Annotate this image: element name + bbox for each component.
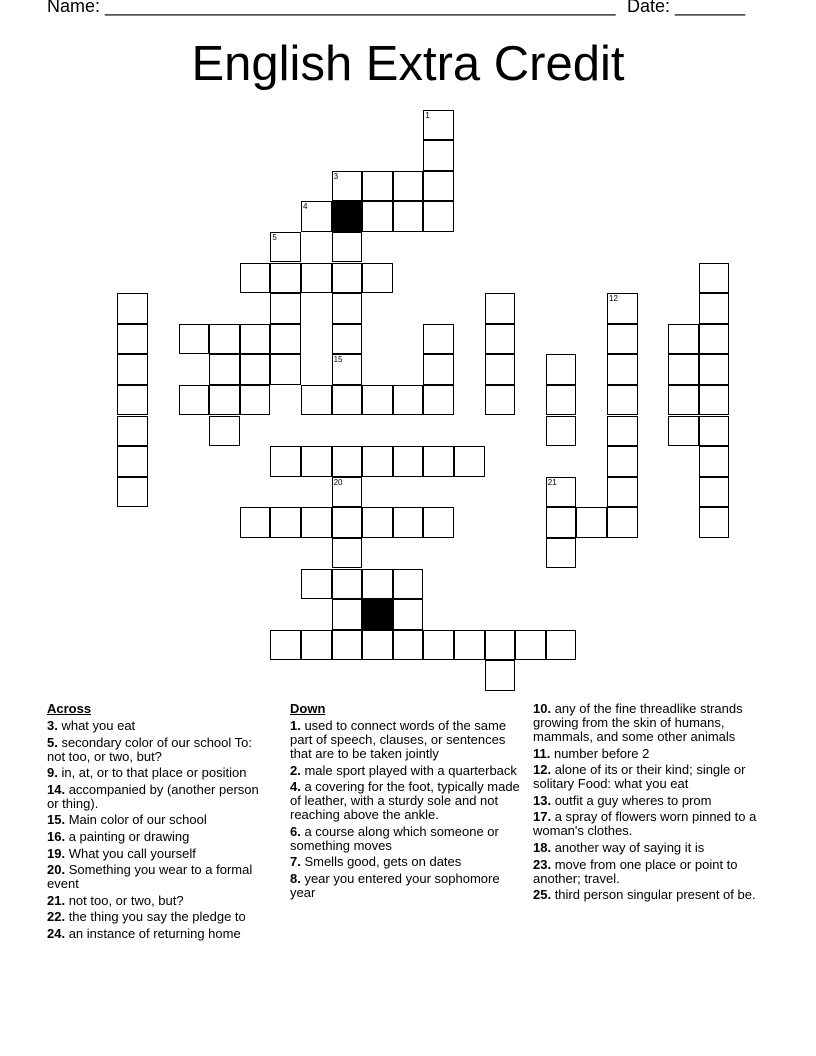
grid-cell[interactable] — [607, 416, 638, 447]
across-clue — [47, 863, 272, 891]
clue-number: 12 — [609, 294, 618, 304]
across-clue — [47, 910, 272, 924]
grid-cell[interactable] — [117, 354, 148, 385]
grid-cell[interactable] — [607, 324, 638, 355]
clue-text: male sport played with a quarterback — [300, 762, 517, 778]
down-clue — [533, 794, 768, 808]
clue-number-label: 4. — [290, 779, 301, 795]
grid-cell[interactable] — [423, 201, 454, 232]
down-clues-continued — [533, 702, 768, 905]
clue-number: 15 — [333, 355, 343, 365]
grid-cell[interactable] — [699, 385, 730, 416]
clue-number-label: 6. — [290, 823, 301, 839]
grid-cell[interactable] — [576, 507, 607, 538]
clue-text: the thing you say the pledge to — [65, 909, 246, 925]
clue-number: 4 — [303, 202, 308, 212]
grid-cell[interactable] — [332, 477, 363, 508]
clue-text: year you entered your sophomore year — [290, 870, 500, 900]
grid-cell[interactable] — [362, 263, 393, 294]
across-clue — [47, 766, 272, 780]
across-clue — [47, 894, 272, 908]
grid-cell[interactable] — [270, 507, 301, 538]
grid-cell[interactable] — [332, 293, 363, 324]
grid-cell[interactable] — [240, 507, 271, 538]
across-clues — [47, 702, 272, 944]
grid-cell[interactable] — [423, 385, 454, 416]
black-cell — [332, 201, 363, 232]
grid-cell[interactable] — [699, 477, 730, 508]
grid-cell[interactable] — [393, 201, 424, 232]
down-clue — [533, 702, 768, 744]
clue-text: a spray of flowers worn pinned to a woman's clothes. — [533, 809, 757, 839]
clue-number: 21 — [547, 477, 557, 487]
grid-cell[interactable] — [607, 354, 638, 385]
grid-cell[interactable] — [209, 354, 240, 385]
clue-text: what you eat — [57, 718, 136, 733]
across-clue — [47, 736, 272, 764]
grid-cell[interactable] — [117, 324, 148, 355]
grid-cell[interactable] — [301, 569, 332, 600]
across-clue — [47, 830, 272, 844]
grid-cell[interactable] — [209, 385, 240, 416]
clue-number-label: 8. — [290, 870, 301, 886]
clue-number-label: 25. — [533, 887, 552, 903]
grid-cell[interactable] — [423, 630, 454, 661]
grid-cell[interactable] — [270, 354, 301, 385]
grid-cell[interactable] — [270, 630, 301, 661]
grid-cell[interactable] — [209, 416, 240, 447]
grid-cell[interactable] — [546, 416, 577, 447]
clue-text: Smells good, gets on dates — [300, 854, 462, 870]
grid-cell[interactable] — [362, 630, 393, 661]
grid-cell[interactable] — [270, 324, 301, 355]
across-heading: Across — [47, 701, 92, 716]
grid-cell[interactable] — [270, 446, 301, 477]
clue-number-label: 2. — [290, 762, 301, 778]
clue-text: secondary color of our school To: not too, or two, but? — [47, 734, 252, 764]
clue-text: any of the fine threadlike strands growing from the skin of humans, mammals, and some other animals — [533, 701, 743, 744]
grid-cell[interactable] — [362, 507, 393, 538]
name-field[interactable]: Name: ___________________________________________________ — [47, 0, 616, 16]
grid-cell[interactable] — [332, 324, 363, 355]
black-cell — [362, 599, 393, 630]
grid-cell[interactable] — [332, 630, 363, 661]
grid-cell[interactable] — [393, 630, 424, 661]
grid-cell[interactable] — [117, 477, 148, 508]
clue-number-label: 5. — [47, 734, 58, 750]
grid-cell[interactable] — [423, 354, 454, 385]
down-clue — [533, 747, 768, 761]
clue-text: not too, or two, but? — [65, 892, 184, 908]
clue-text: Something you wear to a formal event — [47, 862, 253, 892]
clue-text: outfit a guy wheres to prom — [551, 792, 712, 808]
grid-cell[interactable] — [607, 507, 638, 538]
grid-cell[interactable] — [240, 385, 271, 416]
grid-cell[interactable] — [699, 293, 730, 324]
clue-number-label: 22. — [47, 909, 66, 925]
grid-cell[interactable] — [393, 599, 424, 630]
clue-number: 20 — [333, 477, 343, 487]
grid-cell[interactable] — [362, 569, 393, 600]
grid-cell[interactable] — [423, 507, 454, 538]
grid-cell[interactable] — [485, 660, 516, 691]
grid-cell[interactable] — [179, 324, 210, 355]
across-clue — [47, 813, 272, 827]
grid-cell[interactable] — [454, 630, 485, 661]
grid-cell[interactable] — [301, 446, 332, 477]
down-clue — [290, 719, 525, 761]
grid-cell[interactable] — [332, 446, 363, 477]
clue-text: number before 2 — [550, 745, 650, 761]
grid-cell[interactable] — [515, 630, 546, 661]
grid-cell[interactable] — [485, 324, 516, 355]
grid-cell[interactable] — [546, 630, 577, 661]
grid-cell[interactable] — [362, 446, 393, 477]
grid-cell[interactable] — [117, 416, 148, 447]
grid-cell[interactable] — [332, 385, 363, 416]
grid-cell[interactable] — [362, 171, 393, 202]
grid-cell[interactable] — [546, 477, 577, 508]
grid-cell[interactable] — [607, 477, 638, 508]
grid-cell[interactable] — [117, 446, 148, 477]
grid-cell[interactable] — [668, 416, 699, 447]
grid-cell[interactable] — [699, 324, 730, 355]
clue-number: 5 — [272, 232, 277, 242]
clue-text: Main color of our school — [65, 812, 207, 828]
grid-cell[interactable] — [423, 171, 454, 202]
clue-number-label: 3. — [47, 718, 58, 733]
grid-cell[interactable] — [270, 232, 301, 263]
clue-number-label: 21. — [47, 892, 66, 908]
grid-cell[interactable] — [393, 385, 424, 416]
grid-cell[interactable] — [301, 263, 332, 294]
down-clue — [290, 872, 525, 900]
grid-cell[interactable] — [332, 538, 363, 569]
grid-cell[interactable] — [117, 293, 148, 324]
grid-cell[interactable] — [423, 324, 454, 355]
clue-text: in, at, or to that place or position — [57, 765, 247, 781]
clue-number: 3 — [333, 171, 339, 181]
grid-cell[interactable] — [668, 385, 699, 416]
grid-cell[interactable] — [301, 201, 332, 232]
grid-cell[interactable] — [454, 446, 485, 477]
grid-cell[interactable] — [607, 446, 638, 477]
down-clues — [290, 702, 525, 903]
clue-text: a painting or drawing — [65, 828, 190, 844]
date-field[interactable]: Date: _______ — [627, 0, 746, 16]
clue-number-label: 13. — [533, 792, 552, 808]
clue-number-label: 23. — [533, 856, 552, 872]
clue-number-label: 24. — [47, 925, 66, 941]
clue-number-label: 18. — [533, 839, 552, 855]
grid-cell[interactable] — [332, 354, 363, 385]
grid-cell[interactable] — [485, 293, 516, 324]
grid-cell[interactable] — [179, 385, 210, 416]
clue-number-label: 19. — [47, 845, 66, 861]
clue-number-label: 15. — [47, 812, 66, 828]
grid-cell[interactable] — [332, 232, 363, 263]
clue-number-label: 12. — [533, 762, 552, 778]
down-clue — [290, 764, 525, 778]
down-clue — [290, 780, 525, 822]
grid-cell[interactable] — [423, 446, 454, 477]
grid-cell[interactable] — [423, 110, 454, 141]
grid-cell[interactable] — [332, 599, 363, 630]
grid-cell[interactable] — [332, 507, 363, 538]
across-clue — [47, 783, 272, 811]
grid-cell[interactable] — [270, 293, 301, 324]
grid-cell[interactable] — [393, 446, 424, 477]
clue-text: alone of its or their kind; single or solitary Food: what you eat — [533, 762, 746, 792]
page-title: English Extra Credit — [191, 37, 625, 91]
grid-cell[interactable] — [301, 507, 332, 538]
down-clue — [533, 858, 768, 886]
grid-cell[interactable] — [699, 446, 730, 477]
clue-number-label: 16. — [47, 828, 66, 844]
down-heading: Down — [290, 701, 326, 716]
grid-cell[interactable] — [209, 324, 240, 355]
across-clue — [47, 927, 272, 941]
down-clue — [533, 841, 768, 855]
down-clue — [290, 855, 525, 869]
grid-cell[interactable] — [393, 569, 424, 600]
grid-cell[interactable] — [240, 324, 271, 355]
grid-cell[interactable] — [423, 140, 454, 171]
grid-cell[interactable] — [485, 354, 516, 385]
clue-text: a course along which someone or something moves — [290, 823, 499, 853]
down-clue — [533, 810, 768, 838]
grid-cell[interactable] — [332, 569, 363, 600]
across-clue — [47, 719, 272, 733]
grid-cell[interactable] — [546, 507, 577, 538]
grid-cell[interactable] — [362, 385, 393, 416]
clue-number-label: 10. — [533, 701, 552, 716]
clue-number-label: 20. — [47, 862, 66, 878]
grid-cell[interactable] — [485, 385, 516, 416]
clue-text: another way of saying it is — [551, 839, 705, 855]
grid-cell[interactable] — [301, 630, 332, 661]
down-clue — [533, 763, 768, 791]
grid-cell[interactable] — [240, 354, 271, 385]
grid-cell[interactable] — [240, 263, 271, 294]
clue-number: 1 — [425, 110, 430, 120]
grid-cell[interactable] — [393, 171, 424, 202]
clue-number-label: 11. — [533, 745, 551, 761]
grid-cell[interactable] — [485, 630, 516, 661]
clue-text: move from one place or point to another; travel. — [533, 856, 738, 886]
clue-text: used to connect words of the same part of speech, clauses, or sentences that are to be taken jointly — [290, 718, 507, 761]
clue-text: a covering for the foot, typically made of leather, with a sturdy sole and not reaching above the ankle. — [290, 779, 520, 823]
grid-cell[interactable] — [699, 354, 730, 385]
grid-cell[interactable] — [332, 171, 363, 202]
grid-cell[interactable] — [699, 263, 730, 294]
grid-cell[interactable] — [607, 293, 638, 324]
clue-number-label: 9. — [47, 765, 58, 781]
clue-number-label: 1. — [290, 718, 301, 733]
grid-cell[interactable] — [546, 354, 577, 385]
grid-cell[interactable] — [270, 263, 301, 294]
clue-text: an instance of returning home — [65, 925, 241, 941]
grid-cell[interactable] — [301, 385, 332, 416]
clue-text: What you call yourself — [65, 845, 196, 861]
clue-text: third person singular present of be. — [551, 887, 756, 903]
grid-cell[interactable] — [699, 416, 730, 447]
clue-text: accompanied by (another person or thing). — [47, 781, 259, 811]
clue-number-label: 14. — [47, 781, 66, 797]
grid-cell[interactable] — [362, 201, 393, 232]
down-clue — [290, 825, 525, 853]
grid-cell[interactable] — [117, 385, 148, 416]
grid-cell[interactable] — [607, 385, 638, 416]
grid-cell[interactable] — [546, 538, 577, 569]
grid-cell[interactable] — [668, 354, 699, 385]
grid-cell[interactable] — [699, 507, 730, 538]
grid-cell[interactable] — [393, 507, 424, 538]
across-clue — [47, 847, 272, 861]
clue-number-label: 17. — [533, 809, 552, 825]
clue-number-label: 7. — [290, 854, 301, 870]
down-clue — [533, 888, 768, 902]
grid-cell[interactable] — [332, 263, 363, 294]
grid-cell[interactable] — [546, 385, 577, 416]
grid-cell[interactable] — [668, 324, 699, 355]
